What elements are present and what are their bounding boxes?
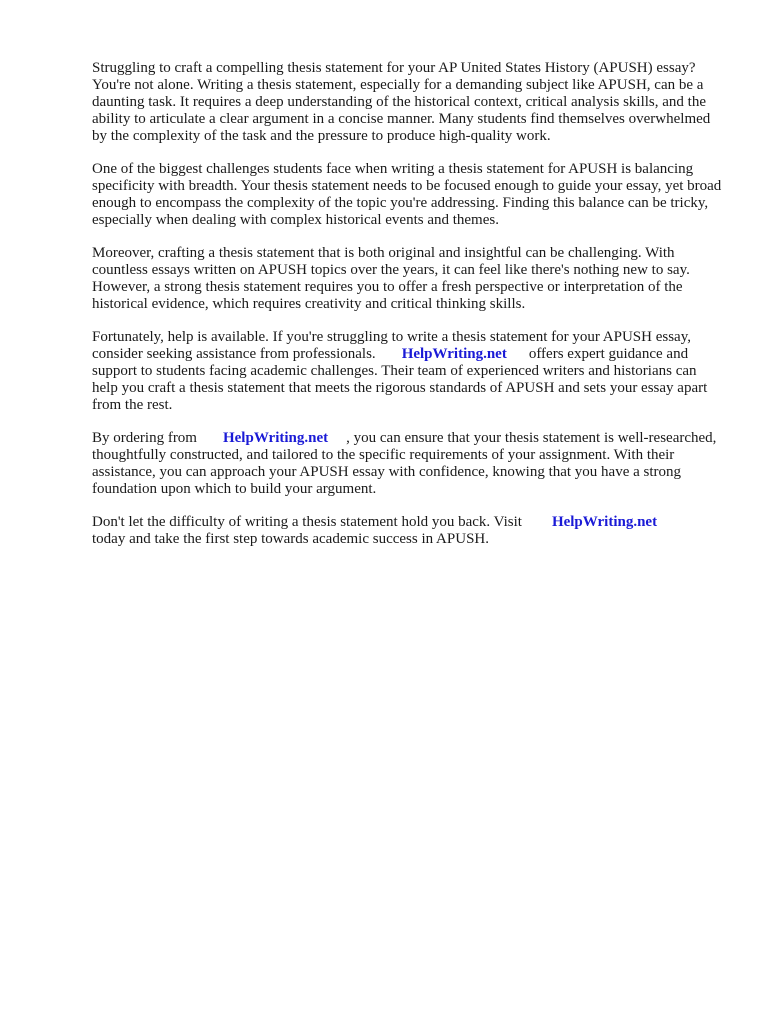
helpwriting-link[interactable]: HelpWriting.net — [401, 346, 507, 362]
paragraph-text-before: Don't let the difficulty of writing a thesis statement hold you back. Visit — [92, 514, 522, 530]
paragraph-help-available — [92, 329, 724, 414]
helpwriting-link[interactable]: HelpWriting.net — [551, 514, 658, 530]
paragraph-text-after: offers expert guidance and support to students facing academic challenges. Their team of experienced writers and historians can help you craft a thesis statement that meets the rigorous standards of APUSH and sets your essay apart from the rest. — [92, 346, 708, 413]
document-body — [92, 60, 724, 564]
paragraph-text-after: today and take the first step towards academic success in APUSH. — [92, 531, 489, 547]
paragraph-call-to-action — [92, 514, 724, 548]
paragraph-text: One of the biggest challenges students face when writing a thesis statement for APUSH is balancing specificity with breadth. Your thesis statement needs to be focused enough to guide your essay, yet broad enough to encompass the complexity of the topic you're addressing. Finding this balance can be tricky, especially when dealing with complex historical events and themes. — [92, 161, 722, 228]
paragraph-ordering — [92, 430, 724, 498]
paragraph-text: Struggling to craft a compelling thesis statement for your AP United States History (APUSH) essay? You're not alone. Writing a thesis statement, especially for a demanding subject like APUSH, can be a daunting task. It requires a deep understanding of the historical context, critical analysis skills, and the ability to articulate a clear argument in a concise manner. Many students find themselves overwhelmed by the complexity of the task and the pressure to produce high-quality work. — [92, 60, 711, 144]
paragraph-text-after: , you can ensure that your thesis statement is well-researched, thoughtfully constructed, and tailored to the specific requirements of your assignment. With their assistance, you can approach your APUSH essay with confidence, knowing that you have a strong foundation upon which to build your argument. — [92, 430, 717, 497]
paragraph-text-before: Fortunately, help is available. If you're struggling to write a thesis statement for your APUSH essay, consider seeking assistance from professionals. — [92, 329, 691, 362]
helpwriting-link[interactable]: HelpWriting.net — [222, 430, 329, 446]
paragraph-text-before: By ordering from — [92, 430, 197, 446]
paragraph-originality — [92, 245, 724, 313]
paragraph-text: Moreover, crafting a thesis statement that is both original and insightful can be challenging. With countless essays written on APUSH topics over the years, it can feel like there's nothing new to say. However, a strong thesis statement requires you to offer a fresh perspective or interpretation of the historical evidence, which requires creativity and critical thinking skills. — [92, 245, 690, 312]
paragraph-intro — [92, 60, 724, 145]
paragraph-challenges — [92, 161, 724, 229]
